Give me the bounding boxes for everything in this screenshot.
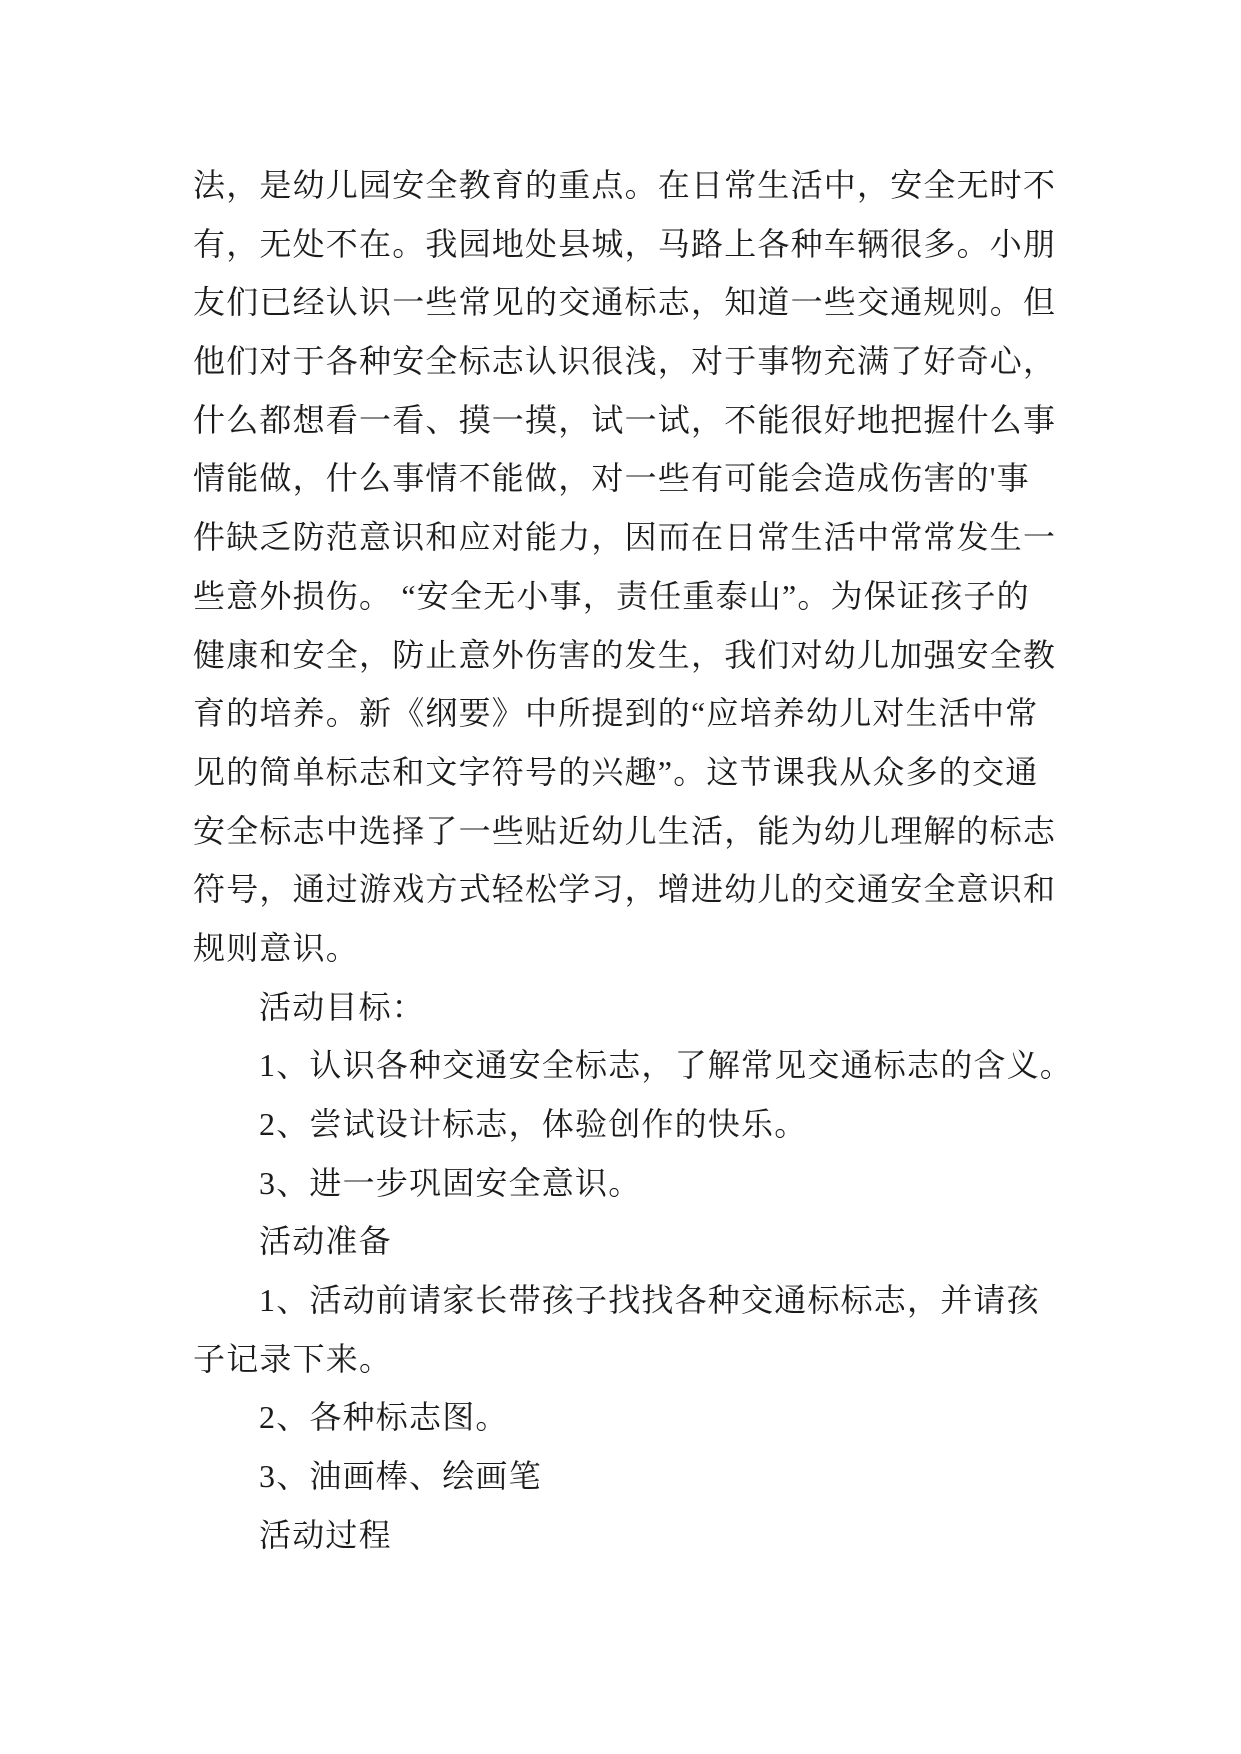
preparation-item bbox=[193, 1447, 1073, 1506]
goal-item: 2、尝试设计标志，体验创作的快乐。 bbox=[259, 1106, 808, 1142]
goal-item: 1、认识各种交通安全标志，了解常见交通标志的含义。 bbox=[259, 1047, 1074, 1084]
preparation-item bbox=[193, 1271, 1073, 1388]
paragraph-line: 什么都想看一看、摸一摸，试一试，不能很好地把握什么事 bbox=[193, 401, 1057, 438]
paragraph-line: 情能做，什么事情不能做，对一些有可能会造成伤害的'事 bbox=[193, 460, 1030, 497]
process-section bbox=[193, 1506, 1073, 1565]
preparation-item-line: 子记录下来。 bbox=[193, 1340, 393, 1377]
paragraph-line: 友们已经认识一些常见的交通标志，知道一些交通规则。但 bbox=[193, 284, 1057, 321]
intro-paragraph bbox=[193, 156, 1073, 978]
preparation-heading: 活动准备 bbox=[259, 1223, 392, 1260]
goal-item: 3、进一步巩固安全意识。 bbox=[259, 1164, 642, 1201]
process-heading: 活动过程 bbox=[259, 1516, 392, 1553]
preparation-item-line: 3、油画棒、绘画笔 bbox=[259, 1458, 542, 1495]
goals-section bbox=[193, 978, 1073, 1213]
preparation-item bbox=[193, 1388, 1073, 1447]
paragraph-line: 见的简单标志和文字符号的兴趣”。这节课我从众多的交通 bbox=[193, 753, 1039, 790]
document-body bbox=[193, 156, 1073, 1565]
goals-heading: 活动目标： bbox=[259, 988, 426, 1025]
preparation-section bbox=[193, 1212, 1073, 1505]
paragraph-line: 健康和安全，防止意外伤害的发生，我们对幼儿加强安全教 bbox=[193, 636, 1057, 673]
paragraph-line: 件缺乏防范意识和应对能力，因而在日常生活中常常发生一 bbox=[193, 519, 1057, 556]
paragraph-line: 符号，通过游戏方式轻松学习，增进幼儿的交通安全意识和 bbox=[193, 871, 1057, 908]
paragraph-line: 规则意识。 bbox=[193, 929, 360, 966]
preparation-item-line: 1、活动前请家长带孩子找找各种交通标标志，并请孩 bbox=[259, 1282, 1040, 1319]
paragraph-line: 安全标志中选择了一些贴近幼儿生活，能为幼儿理解的标志 bbox=[193, 812, 1057, 849]
paragraph-line: 法，是幼儿园安全教育的重点。在日常生活中，安全无时不 bbox=[193, 167, 1057, 203]
paragraph-line: 有，无处不在。我园地处县城，马路上各种车辆很多。小朋 bbox=[193, 225, 1057, 262]
paragraph-line: 他们对于各种安全标志认识很浅，对于事物充满了好奇心， bbox=[193, 343, 1057, 380]
paragraph-line: 些意外损伤。 “安全无小事，责任重泰山”。为保证孩子的 bbox=[193, 577, 1030, 614]
paragraph-line: 育的培养。新《纲要》中所提到的“应培养幼儿对生活中常 bbox=[193, 695, 1039, 732]
preparation-item-line: 2、各种标志图。 bbox=[259, 1399, 509, 1436]
